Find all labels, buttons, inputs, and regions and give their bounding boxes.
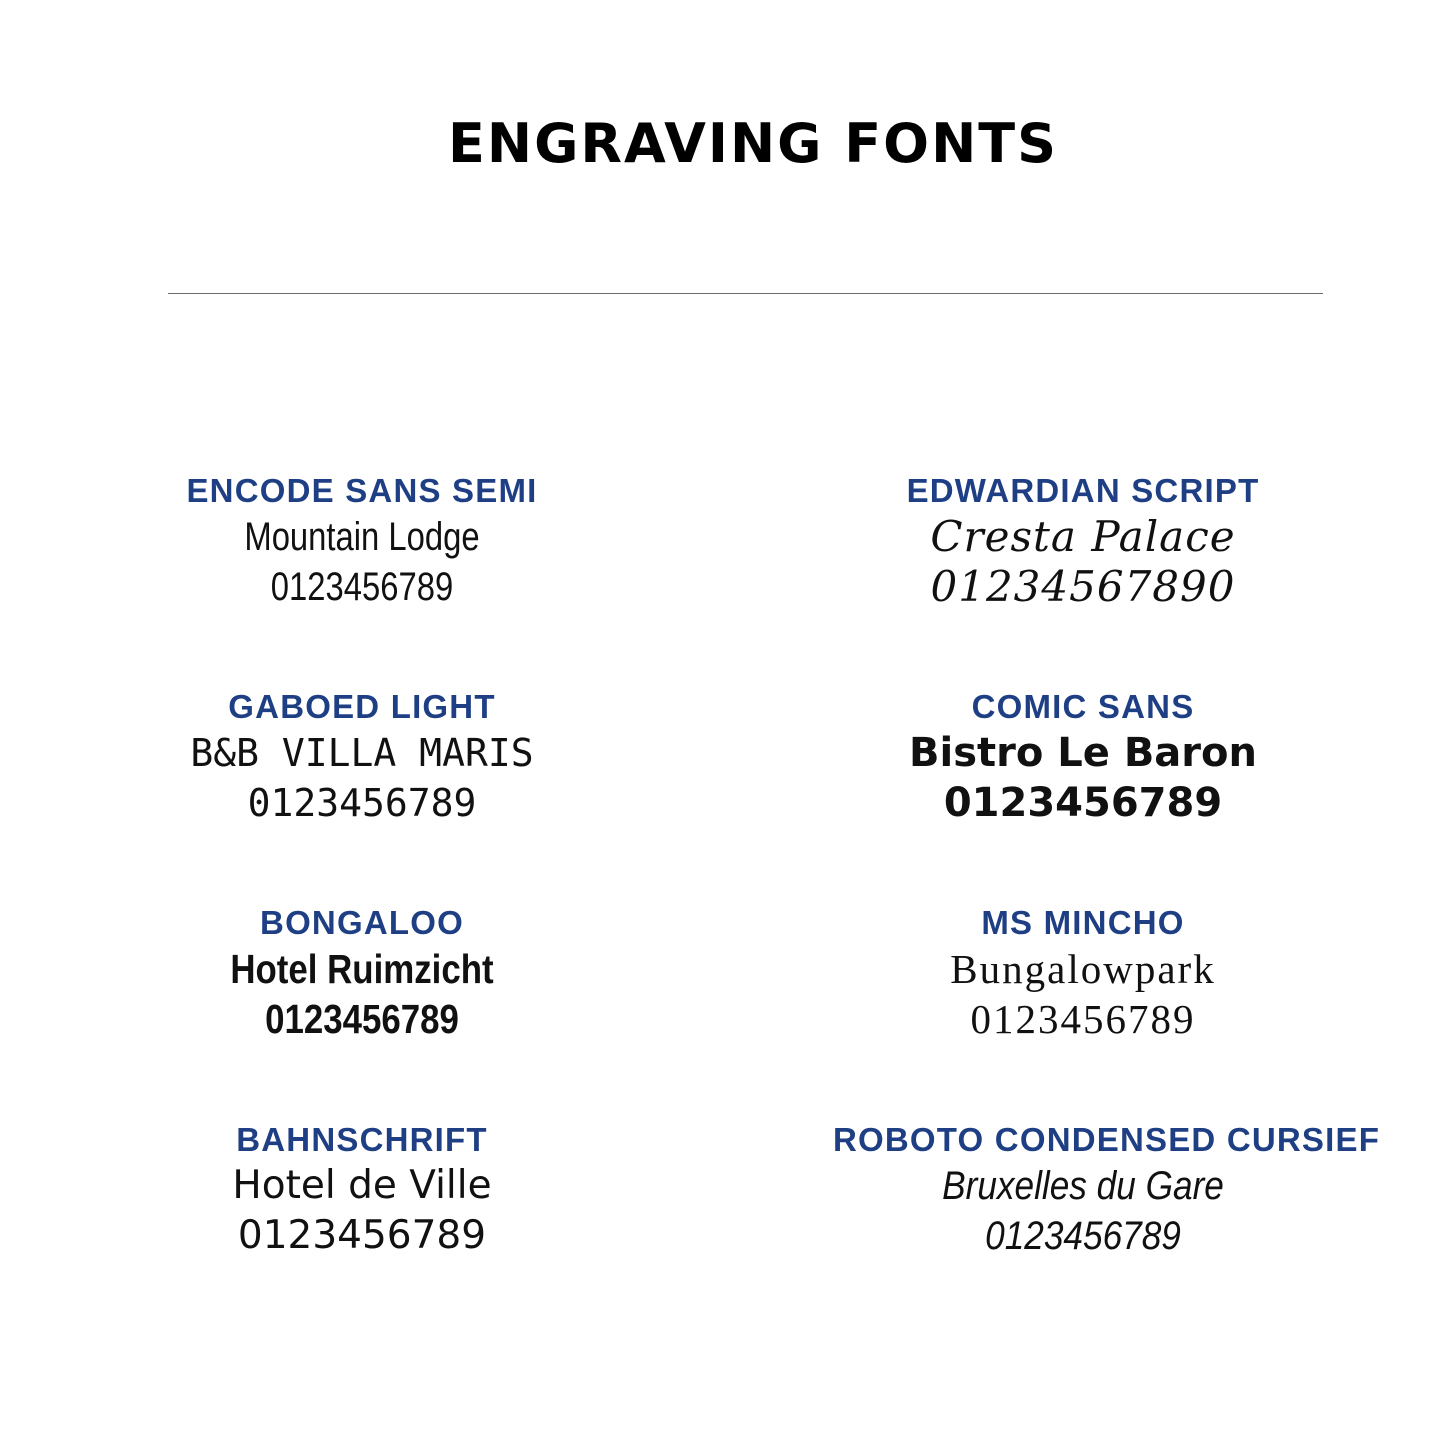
font-name: BONGALOO: [260, 904, 464, 941]
font-sample-digits: 0123456789: [247, 781, 477, 825]
font-sample-digits: 0123456789: [970, 996, 1196, 1042]
font-sample-text: Cresta Palace: [930, 512, 1236, 561]
font-card-comic-sans: [833, 686, 1333, 828]
font-sample-digits: 0123456789: [237, 1213, 487, 1258]
font-sample-text: B&B VILLA MARIS: [190, 731, 534, 775]
divider: [168, 293, 1323, 294]
font-sample-digits: 0123456789: [943, 780, 1223, 826]
font-sample-digits: 01234567890: [930, 562, 1236, 611]
font-sample-digits: 0123456789: [985, 1214, 1181, 1258]
font-name: ENCODE SANS SEMI: [186, 472, 538, 509]
font-card-ms-mincho: [833, 902, 1333, 1044]
font-sample-text: Bungalowpark: [950, 946, 1216, 992]
font-card-bahnschrift: [162, 1119, 562, 1261]
font-card-roboto-condensed-cursief: [833, 1119, 1381, 1261]
font-card-edwardian-script: [833, 470, 1333, 612]
font-sample-text: Hotel Ruimzicht: [230, 946, 494, 992]
font-name: BAHNSCHRIFT: [236, 1121, 488, 1158]
font-sample-text: Bistro Le Baron: [909, 730, 1257, 776]
font-sample-text: Bruxelles du Gare: [942, 1164, 1224, 1208]
font-sample-text: Mountain Lodge: [244, 515, 480, 559]
font-card-gaboed-light: [162, 686, 562, 828]
font-name: MS MINCHO: [981, 904, 1185, 941]
font-card-encode-sans-semi: [162, 470, 562, 612]
font-name: GABOED LIGHT: [228, 688, 496, 725]
font-card-bongaloo: [162, 902, 562, 1044]
font-name: COMIC SANS: [971, 688, 1195, 725]
font-sample-text: Hotel de Ville: [232, 1163, 492, 1208]
page-title: ENGRAVING FONTS: [447, 112, 1059, 175]
font-sample-digits: 0123456789: [270, 565, 454, 609]
font-name: EDWARDIAN SCRIPT: [906, 472, 1260, 509]
font-name: ROBOTO CONDENSED CURSIEF: [833, 1121, 1381, 1158]
font-sample-digits: 0123456789: [265, 996, 459, 1042]
